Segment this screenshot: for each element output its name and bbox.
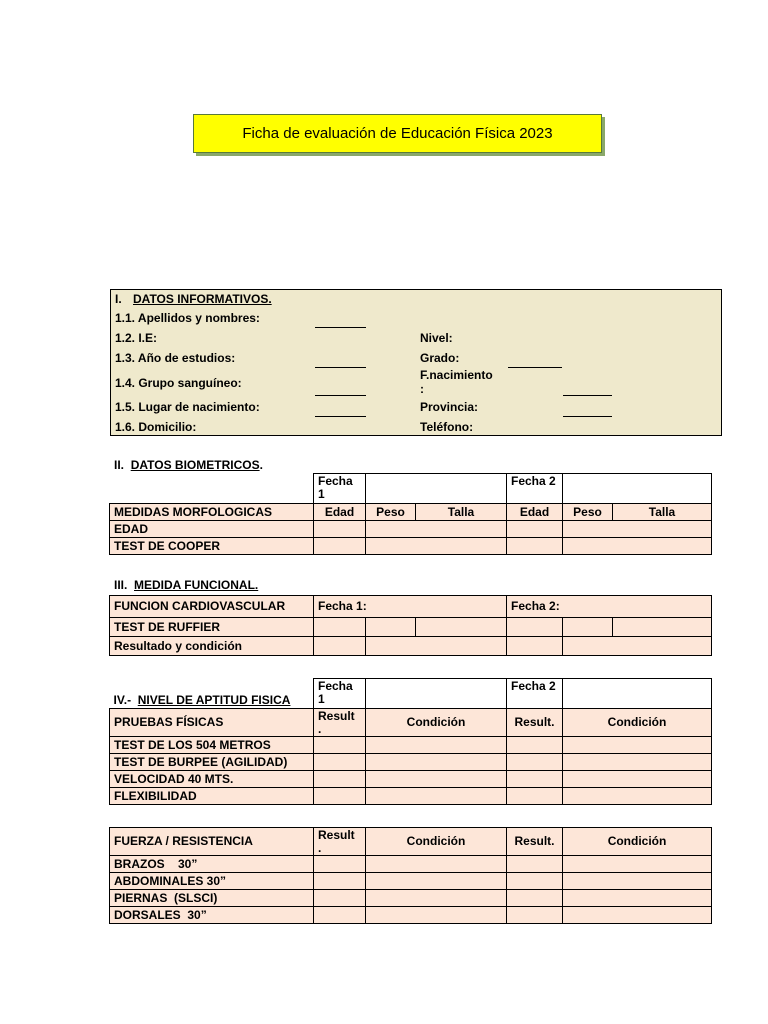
cell[interactable]	[563, 521, 712, 538]
cell[interactable]	[314, 856, 366, 873]
biometricos-heading	[114, 458, 263, 472]
cell[interactable]	[366, 521, 507, 538]
table-row	[110, 873, 712, 890]
anio-label: 1.3. Año de estudios:	[115, 351, 236, 365]
cell[interactable]	[366, 890, 507, 907]
cell[interactable]	[507, 907, 563, 924]
cell[interactable]	[507, 856, 563, 873]
cell[interactable]	[507, 873, 563, 890]
cell[interactable]	[507, 637, 563, 656]
fecha1-header: Fecha 1:	[314, 596, 507, 618]
fuerza-row-label: BRAZOS 30”	[110, 856, 314, 873]
cell[interactable]	[563, 907, 712, 924]
table-row	[110, 709, 712, 737]
table-row	[110, 737, 712, 754]
fuerza-row-label: PIERNAS (SLSCI)	[110, 890, 314, 907]
prueba-row-label: TEST DE LOS 504 METROS	[110, 737, 314, 754]
fecha1-cell[interactable]	[366, 679, 507, 709]
fecha2-header: Fecha 2	[507, 474, 563, 504]
cell[interactable]	[507, 890, 563, 907]
biometricos-heading-dot: .	[259, 458, 263, 472]
cell[interactable]	[507, 737, 563, 754]
table-row	[110, 521, 712, 538]
cell[interactable]	[563, 637, 712, 656]
telefono-label: Teléfono:	[420, 420, 474, 434]
fnac-colon: :	[420, 382, 424, 396]
lugar-blank[interactable]	[315, 416, 366, 417]
grado-label: Grado:	[420, 351, 460, 365]
table-row	[110, 754, 712, 771]
fecha2-cell[interactable]	[563, 474, 712, 504]
provincia-blank[interactable]	[563, 416, 612, 417]
cell[interactable]	[507, 788, 563, 805]
edad-col-2: Edad	[507, 504, 563, 521]
cell[interactable]	[314, 771, 366, 788]
talla-col-2: Talla	[613, 504, 712, 521]
provincia-label: Provincia:	[420, 400, 479, 414]
cell[interactable]	[366, 873, 507, 890]
cell[interactable]	[314, 754, 366, 771]
table-row	[110, 538, 712, 555]
table-row	[110, 788, 712, 805]
fuerza-table	[109, 827, 712, 924]
cell[interactable]	[563, 856, 712, 873]
fecha1-header: Fecha 1	[314, 474, 366, 504]
cell[interactable]	[507, 538, 563, 555]
prueba-row-label: FLEXIBILIDAD	[110, 788, 314, 805]
fecha2-header: Fecha 2:	[507, 596, 712, 618]
cell[interactable]	[613, 618, 712, 637]
datos-heading: DATOS INFORMATIVOS.	[133, 292, 272, 306]
condicion2-header: Condición	[563, 828, 712, 856]
cell[interactable]	[416, 618, 507, 637]
medidas-header: MEDIDAS MORFOLOGICAS	[110, 504, 314, 521]
cell[interactable]	[314, 737, 366, 754]
apellidos-label: 1.1. Apellidos y nombres:	[115, 311, 260, 325]
cardio-header: FUNCION CARDIOVASCULAR	[110, 596, 314, 618]
lugar-label: 1.5. Lugar de nacimiento:	[115, 400, 260, 414]
prueba-row-label: TEST DE BURPEE (AGILIDAD)	[110, 754, 314, 771]
cell[interactable]	[507, 521, 563, 538]
grado-blank[interactable]	[508, 367, 562, 368]
table-row	[110, 856, 712, 873]
funcional-heading-text: MEDIDA FUNCIONAL.	[134, 578, 259, 592]
cell[interactable]	[366, 538, 507, 555]
datos-informativos-box	[110, 289, 722, 436]
cell[interactable]	[314, 788, 366, 805]
anio-blank[interactable]	[315, 367, 366, 368]
table-row	[110, 474, 712, 504]
biometricos-heading-text: DATOS BIOMETRICOS	[130, 458, 260, 472]
cell[interactable]	[314, 890, 366, 907]
result2-header: Result.	[507, 709, 563, 737]
cell[interactable]	[314, 637, 366, 656]
condicion1-header: Condición	[366, 709, 507, 737]
cell[interactable]	[366, 771, 507, 788]
fecha1-cell[interactable]	[366, 474, 507, 504]
fnac-blank[interactable]	[563, 395, 612, 396]
datos-heading-number: I.	[115, 292, 122, 306]
cell[interactable]	[563, 771, 712, 788]
prueba-row-label: VELOCIDAD 40 MTS.	[110, 771, 314, 788]
biometricos-heading-number: II.	[114, 458, 125, 472]
table-row	[110, 637, 712, 656]
cell[interactable]	[366, 737, 507, 754]
cooper-row-label: TEST DE COOPER	[110, 538, 314, 555]
page-title: Ficha de evaluación de Educación Física 2023	[193, 114, 602, 153]
cell[interactable]	[314, 538, 366, 555]
ruffier-row-label: TEST DE RUFFIER	[110, 618, 314, 637]
result1-header: Result .	[314, 709, 366, 737]
cell[interactable]	[563, 538, 712, 555]
cell[interactable]	[563, 618, 613, 637]
ie-label: 1.2. I.E:	[115, 331, 158, 345]
cell[interactable]	[314, 873, 366, 890]
grupo-label: 1.4. Grupo sanguíneo:	[115, 376, 242, 390]
domicilio-label: 1.6. Domicilio:	[115, 420, 197, 434]
cell[interactable]	[563, 788, 712, 805]
cell[interactable]	[507, 754, 563, 771]
cell[interactable]	[314, 618, 366, 637]
cell[interactable]	[563, 737, 712, 754]
edad-row-label: EDAD	[110, 521, 314, 538]
cell[interactable]	[366, 907, 507, 924]
funcional-table	[109, 595, 712, 656]
aptitud-table	[109, 678, 712, 805]
cell[interactable]	[366, 788, 507, 805]
cell[interactable]	[366, 856, 507, 873]
edad-col-1: Edad	[314, 504, 366, 521]
table-row	[110, 504, 712, 521]
cell[interactable]	[507, 618, 563, 637]
pruebas-header: PRUEBAS FÍSICAS	[110, 709, 314, 737]
resultado-row-label: Resultado y condición	[110, 637, 314, 656]
peso-col-2: Peso	[563, 504, 613, 521]
fuerza-row-label: ABDOMINALES 30”	[110, 873, 314, 890]
aptitud-heading	[110, 679, 314, 709]
aptitud-heading-text: NIVEL DE APTITUD FISICA	[137, 693, 291, 707]
empty-cell	[110, 474, 314, 504]
cell[interactable]	[314, 907, 366, 924]
fecha2-header: Fecha 2	[507, 679, 563, 709]
cell[interactable]	[314, 521, 366, 538]
cell[interactable]	[366, 637, 507, 656]
peso-col-1: Peso	[366, 504, 416, 521]
talla-col-1: Talla	[416, 504, 507, 521]
condicion2-header: Condición	[563, 709, 712, 737]
table-row	[110, 907, 712, 924]
table-row	[110, 679, 712, 709]
table-row	[110, 596, 712, 618]
fuerza-header: FUERZA / RESISTENCIA	[110, 828, 314, 856]
table-row	[110, 618, 712, 637]
biometricos-table	[109, 473, 712, 555]
cell[interactable]	[563, 754, 712, 771]
table-row	[110, 771, 712, 788]
cell[interactable]	[563, 890, 712, 907]
fnac-label: F.nacimiento	[420, 368, 493, 382]
funcional-heading-number: III.	[114, 578, 128, 592]
aptitud-heading-number: IV.-	[113, 693, 132, 707]
cell[interactable]	[366, 754, 507, 771]
fecha1-header: Fecha 1	[314, 679, 366, 709]
fuerza-row-label: DORSALES 30”	[110, 907, 314, 924]
grupo-blank[interactable]	[315, 395, 366, 396]
cell[interactable]	[366, 618, 416, 637]
fecha2-cell[interactable]	[563, 679, 712, 709]
result1-header: Result .	[314, 828, 366, 856]
apellidos-blank[interactable]	[315, 327, 366, 328]
condicion1-header: Condición	[366, 828, 507, 856]
cell[interactable]	[507, 771, 563, 788]
result2-header: Result.	[507, 828, 563, 856]
cell[interactable]	[563, 873, 712, 890]
funcional-heading	[114, 578, 258, 592]
nivel-label: Nivel:	[420, 331, 453, 345]
table-row	[110, 828, 712, 856]
table-row	[110, 890, 712, 907]
